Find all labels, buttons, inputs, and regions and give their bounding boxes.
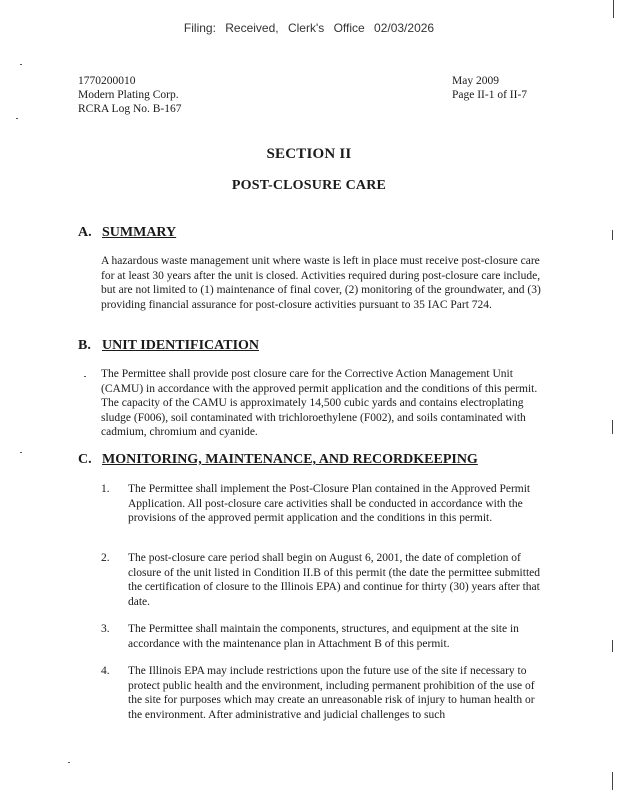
section-subtitle: POST-CLOSURE CARE (231, 178, 387, 193)
item-text: The Permittee shall implement the Post-Closure Plan contained in the Approved Permit Application. All post-closure care activities shall be conducted in accordance with the provisions of the approved permit application and the conditions in this permit. (128, 483, 531, 524)
unit-identification-paragraph: The Permittee shall provide post closure care for the Corrective Action Management Unit (CAMU) in accordance with the approved permit application and the conditions of this permit. The capacity of the CAMU is approximately 14,500 cubic yards and contains electroplating sludge (F006), soil contaminated with trichloroethylene (F002), and soils contaminated with cadmium, chromium and cyanide. (101, 368, 538, 438)
list-item (101, 482, 545, 526)
scan-speck (84, 376, 86, 377)
list-item (101, 664, 545, 722)
page-number: Page II-1 of II-7 (452, 89, 528, 101)
scan-edge-mark (612, 230, 613, 240)
item-number: 4. (101, 665, 110, 677)
facility-id: 1770200010 (78, 75, 136, 87)
item-number: 3. (101, 623, 110, 635)
heading-unit-identification (78, 338, 259, 354)
scan-speck (20, 64, 22, 65)
filing-stamp: Filing: Received, Clerk's Office 02/03/2026 (183, 21, 435, 35)
item-number: 2. (101, 552, 110, 564)
document-header-left (78, 74, 182, 116)
scan-speck (68, 762, 70, 763)
list-item (101, 622, 545, 651)
item-text: The Illinois EPA may include restrictions upon the future use of the site if necessary to protect public health and the environment, including permanent prohibition of the use of the site for purposes which may create an unreasonable risk of injury to human health or the environment. After administrative and judicial challenges to such (128, 665, 535, 721)
scan-speck (20, 452, 22, 453)
document-header-right (452, 74, 527, 102)
heading-letter: C. (78, 452, 92, 467)
document-date: May 2009 (452, 75, 499, 87)
scan-edge-mark (612, 420, 613, 434)
heading-text: SUMMARY (102, 225, 177, 240)
heading-text: MONITORING, MAINTENANCE, AND RECORDKEEPING (102, 452, 478, 467)
scan-edge-mark (613, 0, 614, 18)
heading-letter: B. (78, 338, 91, 353)
summary-paragraph: A hazardous waste management unit where waste is left in place must receive post-closure care for at least 30 years after the unit is closed. Activities required during post-closure care include, but are not limited to (1) maintenance of final cover, (2) monitoring of the groundwater, and (3) providing financial assurance for post-closure activities pursuant to 35 IAC Part 724. (101, 255, 541, 311)
scan-edge-mark (612, 640, 613, 652)
scan-edge-mark (612, 772, 613, 790)
item-number: 1. (101, 483, 110, 495)
heading-letter: A. (78, 225, 92, 240)
section-title: SECTION II (266, 146, 352, 162)
facility-name: Modern Plating Corp. (78, 89, 179, 101)
rcra-log-number: RCRA Log No. B-167 (78, 103, 182, 115)
item-text: The Permittee shall maintain the components, structures, and equipment at the site in accordance with the maintenance plan in Attachment B of this permit. (128, 623, 519, 650)
heading-summary (78, 225, 176, 241)
item-text: The post-closure care period shall begin on August 6, 2001, the date of completion of closure of the unit listed in Condition II.B of this permit (the date the permittee submitted the certification of closure to the Illinois EPA) and continue for thirty (30) years after that date. (128, 552, 541, 608)
scan-speck (16, 118, 18, 119)
list-item (101, 551, 545, 609)
heading-monitoring (78, 452, 478, 468)
heading-text: UNIT IDENTIFICATION (102, 338, 260, 353)
